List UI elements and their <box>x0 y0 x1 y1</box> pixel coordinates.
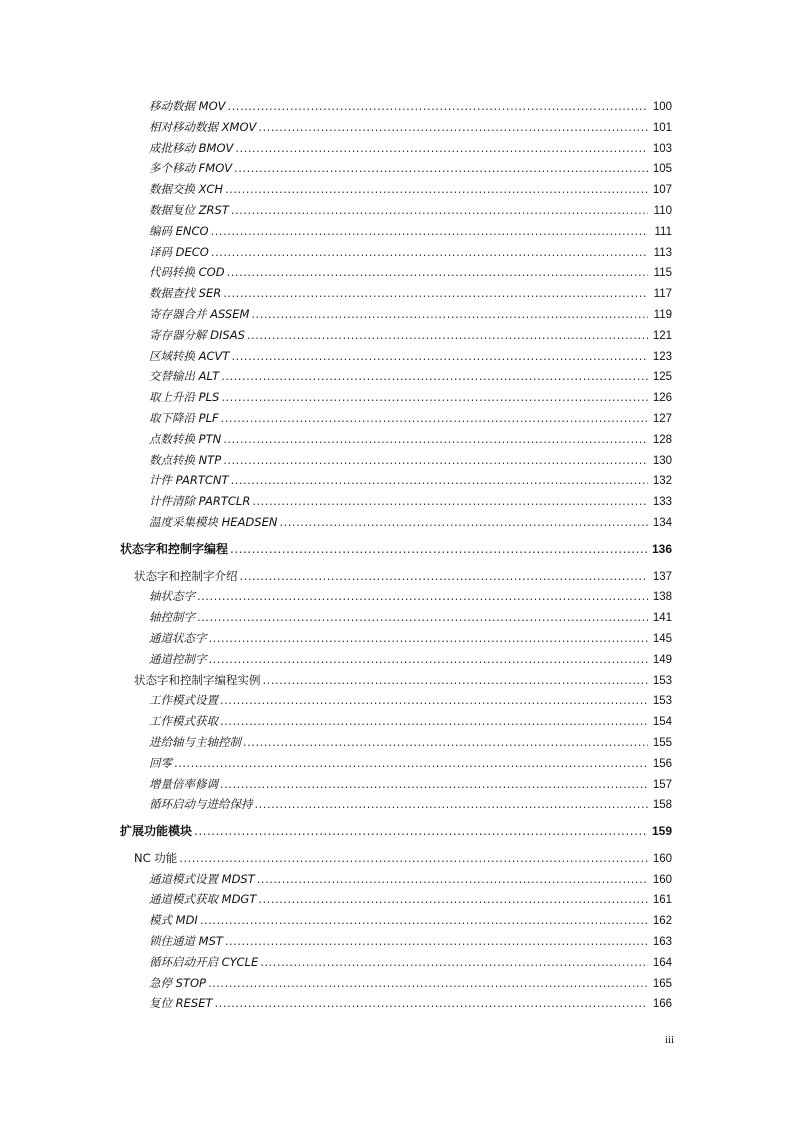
toc-subsection-entry[interactable] <box>0 304 793 325</box>
toc-entry-title: 取下降沿 PLF <box>149 410 219 425</box>
toc-entry-title: 移动数据 MOV <box>149 99 226 113</box>
toc-entry-page: 105 <box>652 163 672 176</box>
toc-subsection-entry[interactable] <box>0 387 793 408</box>
toc-dot-leader <box>258 117 648 138</box>
toc-entry-page: 156 <box>652 757 672 770</box>
toc-subsection-entry[interactable] <box>0 221 793 242</box>
toc-entry-title: 寄存器合并 ASSEM <box>149 306 250 321</box>
toc-dot-leader <box>252 491 648 512</box>
toc-chapter-entry[interactable] <box>0 821 793 842</box>
toc-entry-title: 数据复位 ZRST <box>149 202 229 217</box>
toc-dot-leader <box>179 848 648 869</box>
toc-subsection-entry[interactable] <box>0 869 793 890</box>
toc-subsection-entry[interactable] <box>0 138 793 159</box>
toc-subsection-entry[interactable] <box>0 117 793 138</box>
toc-entry-title: 多个移动 FMOV <box>149 161 233 176</box>
toc-entry-page: 141 <box>652 612 672 625</box>
toc-entry-title: 通道状态字 <box>149 630 207 645</box>
toc-dot-leader <box>234 158 648 179</box>
toc-entry-page: 110 <box>653 204 672 217</box>
toc-dot-leader <box>257 869 648 890</box>
toc-entry-title: 寄存器分解 DISAS <box>149 327 245 342</box>
toc-entry-title: 数据查找 SER <box>149 286 222 301</box>
toc-entry-title: 通道模式设置 MDST <box>149 871 255 886</box>
toc-dot-leader <box>258 889 648 910</box>
toc-subsection-entry[interactable] <box>0 649 793 670</box>
toc-subsection-entry[interactable] <box>0 262 793 283</box>
toc-entry-title: NC 功能 <box>134 850 178 865</box>
toc-subsection-entry[interactable] <box>0 711 793 732</box>
toc-entry-page: 121 <box>652 329 672 342</box>
toc-section-entry[interactable] <box>0 848 793 869</box>
toc-dot-leader <box>231 346 648 367</box>
toc-entry-title: 通道控制字 <box>149 651 207 666</box>
toc-dot-leader <box>235 138 648 159</box>
toc-subsection-entry[interactable] <box>0 753 793 774</box>
toc-dot-leader <box>221 366 648 387</box>
toc-entry-page: 153 <box>652 695 672 708</box>
toc-subsection-entry[interactable] <box>0 96 793 117</box>
toc-subsection-entry[interactable] <box>0 973 793 994</box>
toc-entry-page: 137 <box>652 570 672 583</box>
toc-dot-leader <box>223 429 648 450</box>
toc-entry-title: 数据交换 XCH <box>149 182 224 197</box>
toc-dot-leader <box>243 732 648 753</box>
toc-entry-page: 115 <box>653 267 672 280</box>
toc-dot-leader <box>279 512 648 533</box>
toc-subsection-entry[interactable] <box>0 931 793 952</box>
toc-entry-title: 状态字和控制字编程实例 <box>134 672 261 687</box>
toc-subsection-entry[interactable] <box>0 346 793 367</box>
toc-entry-page: 134 <box>652 516 672 529</box>
toc-dot-leader <box>197 607 648 628</box>
toc-entry-title: 数点转换 NTP <box>149 452 222 467</box>
toc-entry-page: 132 <box>652 475 672 488</box>
toc-dot-leader <box>223 283 648 304</box>
toc-entry-page: 136 <box>651 541 672 556</box>
toc-subsection-entry[interactable] <box>0 325 793 346</box>
toc-dot-leader <box>209 649 649 670</box>
toc-entry-page: 158 <box>652 799 672 812</box>
toc-entry-page: 157 <box>652 778 672 791</box>
toc-entry-title: 计件清除 PARTCLR <box>149 494 251 509</box>
toc-entry-page: 149 <box>652 653 672 666</box>
toc-subsection-entry[interactable] <box>0 690 793 711</box>
toc-entry-page: 101 <box>652 121 672 134</box>
toc-entry-page: 160 <box>652 852 672 865</box>
toc-subsection-entry[interactable] <box>0 794 793 815</box>
toc-entry-title: 循环启动与进给保持 <box>149 797 253 812</box>
toc-dot-leader <box>225 179 648 200</box>
toc-entry-page: 159 <box>651 824 672 839</box>
toc-entry-page: 160 <box>652 873 672 886</box>
toc-subsection-entry[interactable] <box>0 732 793 753</box>
toc-entry-page: 154 <box>652 716 672 729</box>
toc-entry-title: 回零 <box>149 755 172 770</box>
toc-entry-title: 取上升沿 PLS <box>149 390 220 405</box>
toc-entry-page: 155 <box>652 736 672 749</box>
toc-dot-leader <box>220 774 648 795</box>
toc-subsection-entry[interactable] <box>0 200 793 221</box>
toc-dot-leader <box>260 952 648 973</box>
toc-entry-title: 急停 STOP <box>149 975 206 990</box>
toc-section-entry[interactable] <box>0 670 793 691</box>
toc-entry-title: 区域转换 ACVT <box>149 348 230 363</box>
toc-entry-title: 点数转换 PTN <box>149 431 222 446</box>
toc-dot-leader <box>231 470 648 491</box>
toc-section-entry[interactable] <box>0 566 793 587</box>
toc-entry-page: 107 <box>652 184 672 197</box>
toc-subsection-entry[interactable] <box>0 429 793 450</box>
toc-dot-leader <box>225 931 648 952</box>
toc-entry-title: 通道模式获取 MDGT <box>149 892 257 907</box>
toc-subsection-entry[interactable] <box>0 628 793 649</box>
toc-dot-leader <box>221 408 648 429</box>
toc-entry-title: 工作模式设置 <box>149 693 218 708</box>
toc-entry-title: 交替输出 ALT <box>149 369 220 384</box>
toc-subsection-entry[interactable] <box>0 512 793 533</box>
toc-dot-leader <box>174 753 648 774</box>
toc-entry-title: 成批移动 BMOV <box>149 140 234 155</box>
toc-entry-page: 125 <box>652 371 672 384</box>
toc-subsection-entry[interactable] <box>0 470 793 491</box>
toc-entry-title: 锁住通道 MST <box>149 934 223 949</box>
toc-entry-page: 119 <box>653 308 672 321</box>
toc-dot-leader <box>231 200 648 221</box>
toc-entry-title: 复位 RESET <box>149 996 213 1011</box>
toc-entry-title: 相对移动数据 XMOV <box>149 119 257 134</box>
toc-entry-title: 轴状态字 <box>149 589 195 604</box>
toc-dot-leader <box>200 910 648 931</box>
toc-entry-page: 138 <box>652 591 672 604</box>
toc-entry-page: 133 <box>652 496 672 509</box>
toc-entry-page: 130 <box>652 454 672 467</box>
toc-entry-page: 127 <box>652 412 672 425</box>
toc-subsection-entry[interactable] <box>0 491 793 512</box>
toc-dot-leader <box>255 794 649 815</box>
toc-dot-leader <box>227 262 648 283</box>
page-number: iii <box>664 1034 674 1046</box>
toc-dot-leader <box>197 586 648 607</box>
toc-entry-page: 128 <box>652 433 672 446</box>
toc-entry-page: 117 <box>653 288 672 301</box>
toc-dot-leader <box>211 221 648 242</box>
toc-dot-leader <box>230 539 648 560</box>
toc-subsection-entry[interactable] <box>0 450 793 471</box>
toc-dot-leader <box>220 711 648 732</box>
toc-subsection-entry[interactable] <box>0 774 793 795</box>
toc-dot-leader <box>223 450 648 471</box>
toc-subsection-entry[interactable] <box>0 366 793 387</box>
toc-dot-leader <box>221 387 648 408</box>
toc-subsection-entry[interactable] <box>0 993 793 1014</box>
toc-dot-leader <box>251 304 648 325</box>
toc-entry-page: 123 <box>652 350 672 363</box>
toc-dot-leader <box>208 973 648 994</box>
toc-subsection-entry[interactable] <box>0 586 793 607</box>
toc-entry-page: 163 <box>652 936 672 949</box>
toc-entry-page: 153 <box>652 674 672 687</box>
toc-dot-leader <box>228 96 649 117</box>
toc-entry-page: 164 <box>652 956 672 969</box>
toc-subsection-entry[interactable] <box>0 952 793 973</box>
toc-dot-leader <box>220 690 648 711</box>
toc-entry-page: 165 <box>652 977 672 990</box>
toc-entry-title: 译码 DECO <box>149 244 209 259</box>
toc-entry-page: 145 <box>652 632 672 645</box>
toc-entry-title: 代码转换 COD <box>149 265 225 280</box>
toc-entry-title: 计件 PARTCNT <box>149 473 229 488</box>
toc-subsection-entry[interactable] <box>0 158 793 179</box>
toc-entry-page: 111 <box>654 225 672 238</box>
toc-entry-title: 模式 MDI <box>149 913 198 928</box>
toc-entry-title: 状态字和控制字介绍 <box>134 568 238 583</box>
toc-dot-leader <box>247 325 648 346</box>
toc-dot-leader <box>211 242 648 263</box>
toc-entry-page: 162 <box>652 915 672 928</box>
toc-entry-page: 126 <box>652 392 672 405</box>
toc-subsection-entry[interactable] <box>0 242 793 263</box>
toc-dot-leader <box>240 566 649 587</box>
toc-entry-page: 161 <box>652 894 672 907</box>
toc-entry-page: 103 <box>652 142 672 155</box>
toc-subsection-entry[interactable] <box>0 607 793 628</box>
toc-subsection-entry[interactable] <box>0 889 793 910</box>
toc-entry-title: 轴控制字 <box>149 610 195 625</box>
toc-subsection-entry[interactable] <box>0 179 793 200</box>
toc-entry-page: 113 <box>653 246 672 259</box>
toc-entry-title: 扩展功能模块 <box>120 824 193 839</box>
toc-chapter-entry[interactable] <box>0 539 793 560</box>
toc-dot-leader <box>263 670 649 691</box>
toc-entry-title: 编码 ENCO <box>149 223 209 238</box>
toc-entry-page: 166 <box>652 998 672 1011</box>
toc-dot-leader <box>215 993 648 1014</box>
toc-entry-title: 工作模式获取 <box>149 714 218 729</box>
toc-subsection-entry[interactable] <box>0 283 793 304</box>
toc-entry-title: 循环启动开启 CYCLE <box>149 954 259 969</box>
toc-dot-leader <box>194 821 648 842</box>
toc-subsection-entry[interactable] <box>0 408 793 429</box>
toc-entry-page: 100 <box>652 101 672 113</box>
toc-entry-title: 进给轴与主轴控制 <box>149 734 241 749</box>
table-of-contents <box>0 96 793 1014</box>
toc-dot-leader <box>209 628 649 649</box>
toc-entry-title: 温度采集模块 HEADSEN <box>149 514 278 529</box>
toc-entry-title: 状态字和控制字编程 <box>120 541 229 556</box>
toc-subsection-entry[interactable] <box>0 910 793 931</box>
toc-entry-title: 增量倍率修调 <box>149 776 218 791</box>
